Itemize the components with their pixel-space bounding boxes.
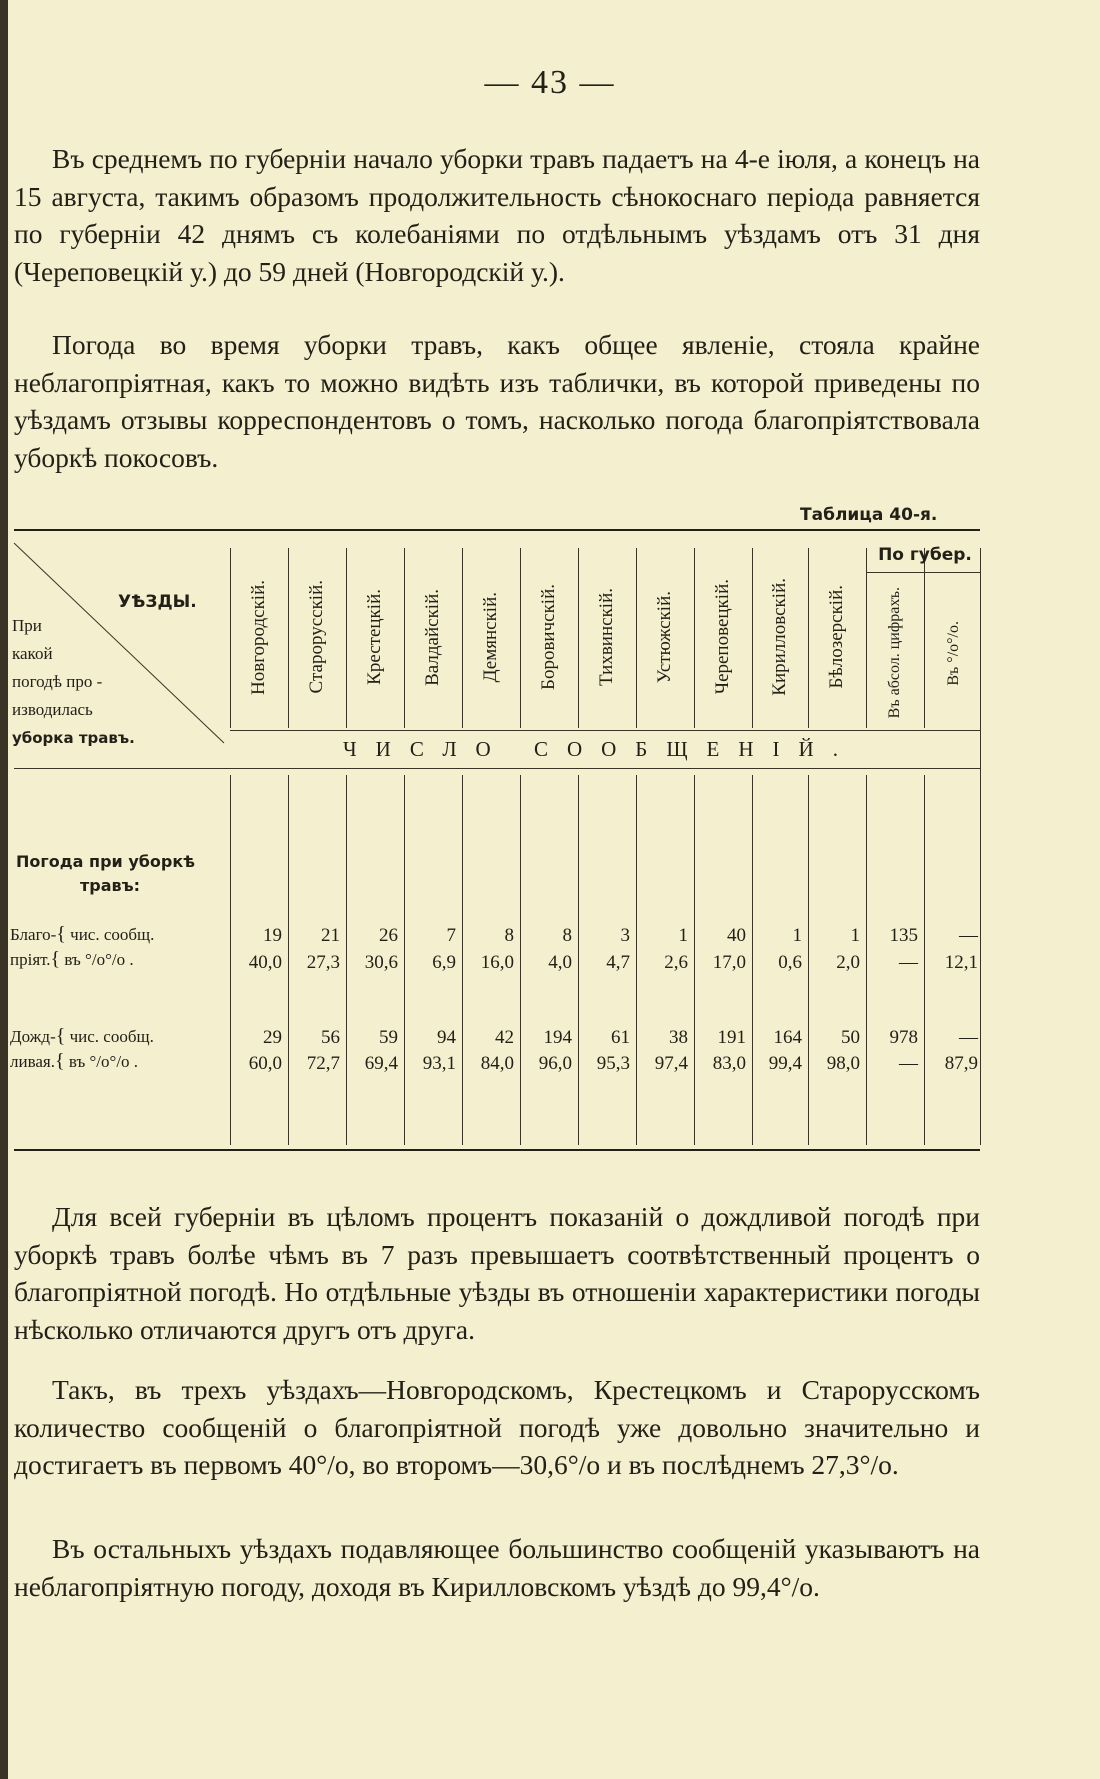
column-header-text: Демянскій. bbox=[480, 591, 501, 683]
table-cell: 40 bbox=[727, 925, 746, 946]
table-cell: 0,6 bbox=[778, 952, 802, 973]
table-cell: 3 bbox=[620, 925, 630, 946]
table-cell: 2,6 bbox=[664, 952, 688, 973]
table-cell: 12,1 bbox=[944, 952, 978, 973]
table-cell: 21 bbox=[321, 925, 340, 946]
column-header-text: Череповецкій. bbox=[712, 579, 733, 695]
row-label-rainy-2 bbox=[10, 1050, 138, 1073]
column-divider bbox=[694, 548, 695, 728]
column-header-text: Кирилловскій. bbox=[769, 578, 790, 696]
column-header-13 bbox=[924, 578, 984, 728]
table-cell: 50 bbox=[841, 1027, 860, 1048]
column-header-text: Тихвинскій. bbox=[596, 588, 617, 686]
brace-icon: { bbox=[50, 948, 61, 970]
table-cell: 38 bbox=[669, 1027, 688, 1048]
table-cell: 1 bbox=[678, 925, 688, 946]
corner-line-4: изводилась bbox=[12, 700, 93, 719]
table-cell: — bbox=[899, 952, 918, 973]
weather-title-line-2: травъ: bbox=[80, 876, 141, 895]
table-cell: — bbox=[899, 1053, 918, 1074]
column-header-4 bbox=[404, 548, 462, 726]
table-caption: Таблица 40-я. bbox=[800, 505, 938, 525]
corner-question bbox=[12, 612, 135, 752]
table-cell: 72,7 bbox=[306, 1053, 340, 1074]
table-cell: 16,0 bbox=[480, 952, 514, 973]
table-cell: 4,0 bbox=[548, 952, 572, 973]
page-number: — 43 — bbox=[484, 64, 616, 101]
table-cell: 164 bbox=[773, 1027, 802, 1048]
table-cell: 94 bbox=[437, 1027, 456, 1048]
column-header-8 bbox=[636, 548, 694, 726]
table-cell: 26 bbox=[379, 925, 398, 946]
column-divider bbox=[866, 548, 867, 728]
table-cell: 29 bbox=[263, 1027, 282, 1048]
column-header-text: Въ °/о°/о. bbox=[945, 620, 962, 686]
column-header-5 bbox=[462, 548, 520, 726]
table-cell: 59 bbox=[379, 1027, 398, 1048]
brace-icon: { bbox=[55, 1025, 66, 1047]
table-cell: 61 bbox=[611, 1027, 630, 1048]
row-group-label: Дожд- bbox=[10, 1027, 56, 1046]
column-header-text: Устюжскій. bbox=[654, 590, 675, 684]
table-cell: 135 bbox=[889, 925, 918, 946]
column-divider bbox=[752, 548, 753, 728]
table-cell: 2,0 bbox=[836, 952, 860, 973]
table-cell: 84,0 bbox=[480, 1053, 514, 1074]
corner-line-1: При bbox=[12, 616, 42, 635]
column-header-text: Крестецкій. bbox=[364, 589, 385, 685]
row-sublabel: чис. сообщ. bbox=[70, 925, 155, 944]
column-header-text: Боровичскій. bbox=[538, 584, 559, 690]
column-header-text: Въ абсол. цифрахъ. bbox=[886, 587, 903, 719]
table-cell: — bbox=[959, 1027, 978, 1048]
table-cell: 69,4 bbox=[364, 1053, 398, 1074]
column-divider bbox=[924, 548, 925, 728]
row-label-favorable-1 bbox=[10, 923, 154, 946]
column-header-12 bbox=[866, 578, 924, 728]
table-cell: 83,0 bbox=[712, 1053, 746, 1074]
table-cell: 17,0 bbox=[712, 952, 746, 973]
table-cell: 6,9 bbox=[432, 952, 456, 973]
column-divider bbox=[636, 548, 637, 728]
brace-icon: { bbox=[55, 1050, 65, 1072]
weather-title bbox=[16, 850, 195, 898]
row-sublabel: чис. сообщ. bbox=[69, 1027, 154, 1046]
column-header-7 bbox=[578, 548, 636, 726]
row-sublabel: въ °/о°/о . bbox=[68, 1052, 139, 1071]
corner-line-5: уборка травъ. bbox=[12, 729, 135, 747]
paragraph-3: Для всей губерніи въ цѣломъ процентъ показаній о дождливой погодѣ при уборкѣ травъ болѣе чѣмъ въ 7 разъ превышаетъ соотвѣтственный процентъ о благопріятной погодѣ. Но отдѣльные уѣзды въ отношеніи характеристики погоды нѣсколько отличаются другъ отъ друга. bbox=[14, 1201, 980, 1345]
table-cell: 7 bbox=[446, 925, 456, 946]
column-header-11 bbox=[808, 548, 866, 726]
column-header-6 bbox=[520, 548, 578, 726]
column-divider bbox=[404, 548, 405, 728]
header-bottom-rule bbox=[230, 730, 980, 731]
table-cell: 42 bbox=[495, 1027, 514, 1048]
column-divider bbox=[346, 548, 347, 728]
row-label-favorable-2 bbox=[10, 948, 134, 971]
row-group-label: пріят. bbox=[10, 950, 51, 969]
table-cell: 87,9 bbox=[944, 1053, 978, 1074]
table-cell: 978 bbox=[889, 1027, 918, 1048]
corner-line-2: какой bbox=[12, 644, 53, 663]
column-header-text: Новгородскій. bbox=[248, 579, 269, 695]
table-cell: 1 bbox=[792, 925, 802, 946]
count-label-rule bbox=[14, 768, 980, 769]
column-divider bbox=[578, 548, 579, 728]
row-group-label: ливая. bbox=[10, 1052, 55, 1071]
column-header-text: Бѣлозерскій. bbox=[826, 585, 847, 689]
column-divider bbox=[288, 548, 289, 728]
brace-icon: { bbox=[56, 923, 66, 945]
row-sublabel: въ °/о°/о . bbox=[64, 950, 134, 969]
column-divider bbox=[462, 548, 463, 728]
table-cell: 98,0 bbox=[826, 1053, 860, 1074]
gub-header: По губер. bbox=[878, 545, 972, 565]
table-cell: 27,3 bbox=[306, 952, 340, 973]
table-cell: 99,4 bbox=[768, 1053, 802, 1074]
page-binding-edge bbox=[0, 0, 8, 1779]
table-cell: 8 bbox=[562, 925, 572, 946]
table-cell: 191 bbox=[717, 1027, 746, 1048]
column-divider bbox=[230, 548, 231, 728]
column-header-text: Валдайскій. bbox=[422, 588, 443, 686]
column-header-2 bbox=[288, 548, 346, 726]
table-cell: 96,0 bbox=[538, 1053, 572, 1074]
paragraph-4: Такъ, въ трехъ уѣздахъ—Новгородскомъ, Крестецкомъ и Старорусскомъ количество сообщеній о благопріятной погодѣ уже довольно значительно и достигаетъ въ первомъ 40°/о, во второмъ—30,6°/о и въ послѣднемъ 27,3°/о. bbox=[14, 1374, 980, 1480]
table-cell: 40,0 bbox=[248, 952, 282, 973]
table-cell: 60,0 bbox=[248, 1053, 282, 1074]
column-header-text: Старорусскій. bbox=[306, 580, 327, 694]
table-cell: 8 bbox=[504, 925, 514, 946]
weather-title-line-1: Погода при уборкѣ bbox=[16, 852, 195, 871]
paragraph-5: Въ остальныхъ уѣздахъ подавляющее большинство сообщеній указываютъ на неблагопріятную погоду, доходя въ Кирилловскомъ уѣздѣ до 99,4°/о. bbox=[14, 1533, 980, 1602]
column-divider bbox=[520, 548, 521, 728]
table-cell: 194 bbox=[543, 1027, 572, 1048]
table-bottom-rule bbox=[14, 1149, 980, 1151]
table-cell: 30,6 bbox=[364, 952, 398, 973]
gub-header-rule bbox=[866, 572, 980, 573]
table-cell: 93,1 bbox=[422, 1053, 456, 1074]
table-top-rule bbox=[14, 529, 980, 531]
row-group-label: Благо- bbox=[10, 925, 57, 944]
column-header-1 bbox=[230, 548, 288, 726]
table-cell: — bbox=[959, 925, 978, 946]
column-header-3 bbox=[346, 548, 404, 726]
column-header-9 bbox=[694, 548, 752, 726]
row-label-rainy-1 bbox=[10, 1025, 154, 1048]
column-header-10 bbox=[752, 548, 808, 726]
corner-uezdy-label: УѢЗДЫ. bbox=[118, 592, 197, 612]
table-cell: 1 bbox=[850, 925, 860, 946]
table-cell: 4,7 bbox=[606, 952, 630, 973]
paragraph-1: Въ среднемъ по губерніи начало уборки травъ падаетъ на 4-е іюля, а конецъ на 15 августа, такимъ образомъ продолжительность сѣнокоснаго періода равняется по губерніи 42 днямъ съ колебаніями по отдѣльнымъ уѣздамъ отъ 31 дня (Череповецкій у.) до 59 дней (Новгородскій у.). bbox=[14, 143, 980, 287]
count-label: ЧИСЛО СООБЩЕНІЙ. bbox=[343, 737, 857, 761]
table-cell: 56 bbox=[321, 1027, 340, 1048]
paragraph-2: Погода во время уборки травъ, какъ общее явленіе, стояла крайне неблагопріятная, какъ то можно видѣть изъ таблички, въ которой приведены по уѣздамъ отзывы корреспондентовъ о томъ, насколько погода благопріятствовала уборкѣ покосовъ. bbox=[14, 329, 980, 473]
column-divider bbox=[808, 548, 809, 728]
corner-line-3: погодѣ про - bbox=[12, 672, 103, 691]
table-cell: 97,4 bbox=[654, 1053, 688, 1074]
table-cell: 19 bbox=[263, 925, 282, 946]
table-cell: 95,3 bbox=[596, 1053, 630, 1074]
